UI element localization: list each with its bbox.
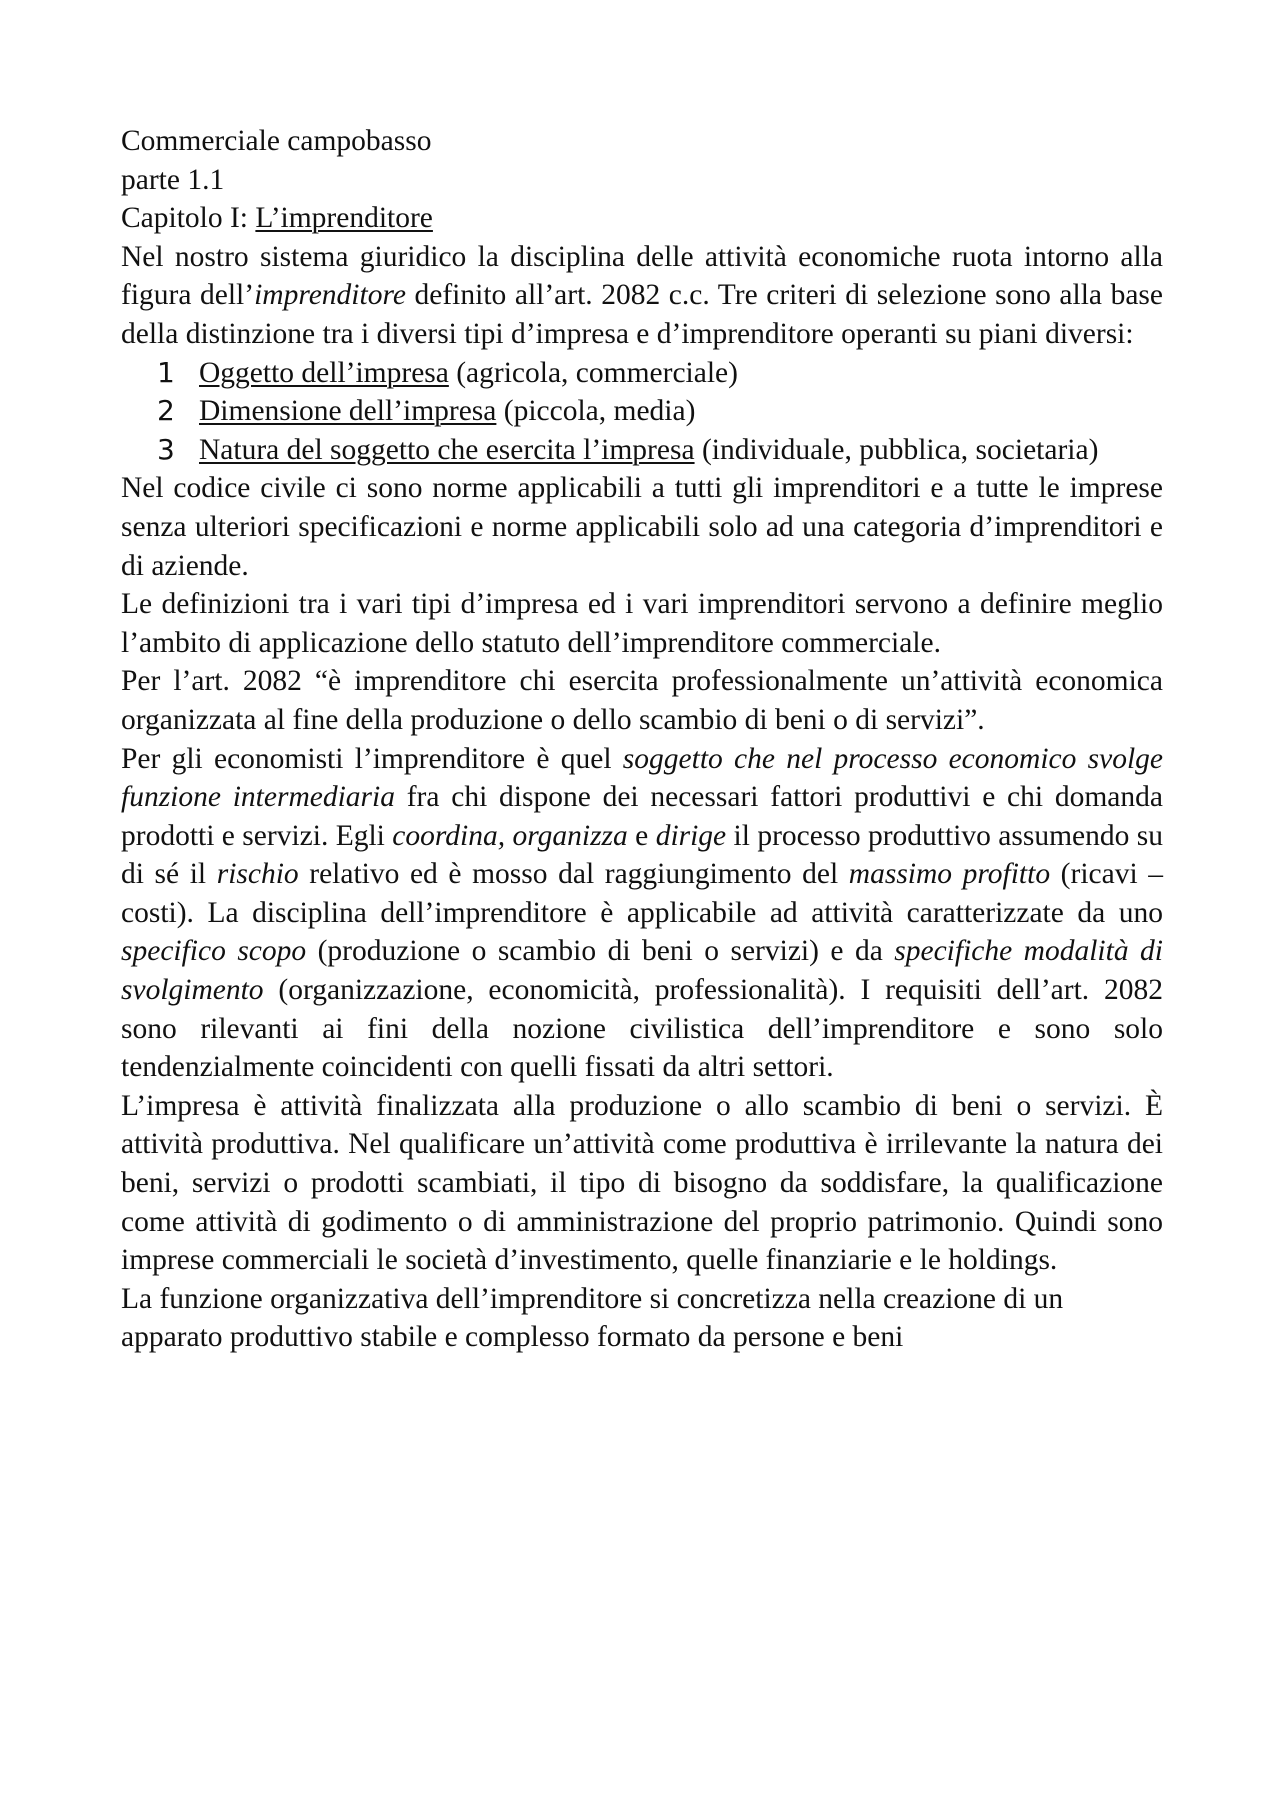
paragraph-intro-text-b: definito all’art. 2082 c.c. Tre criteri di selezione sono alla base della distinzione tra i diversi tipi d’impresa e d’imprenditore operanti su piani diversi: [121, 279, 1163, 350]
chapter-heading [121, 199, 1163, 238]
emphasis: soggetto che nel processo economico svolge funzione intermediaria [121, 742, 1163, 814]
list-item-number: 2 [157, 394, 175, 428]
paragraph-economisti: Per gli economisti l’imprenditore è quel soggetto che nel processo economico svolge funzione intermediaria fra chi dispone dei necessari fattori produttivi e chi domanda prodotti e servizi. Egli coordina, organizza e dirige il processo produttivo assumendo su di sé il rischio relativo ed è mosso dal raggiungimento del massimo profitto (ricavi – costi). La disciplina dell’imprenditore è applicabile ad attività caratterizzate da uno specifico scopo (produzione o scambio di beni o servizi) e da specifiche modalità di svolgimento (organizzazione, economicità, professionalità). I requisiti dell’art. 2082 sono rilevanti ai fini della nozione civilistica dell’imprenditore e sono solo tendenzialmente coincidenti con quelli fissati da altri settori. [121, 742, 1164, 1084]
emphasis: specifiche modalità di svolgimento [121, 935, 1163, 1007]
paragraph-impresa: L’impresa è attività finalizzata alla produzione o allo scambio di beni o servizi. È attività produttiva. Nel qualificare un’attività come produttiva è irrilevante la natura dei beni, servizi o prodotti scambiati, il tipo di bisogno da soddisfare, la qualificazione come attività di godimento o di amministrazione del proprio patrimonio. Quindi sono imprese commerciali le società d’investimento, quelle finanziarie e le holdings. [121, 1089, 1163, 1277]
document-title: Commerciale campobasso [121, 125, 432, 157]
document-part: parte 1.1 [121, 163, 225, 196]
list-item [157, 392, 1163, 431]
list-item-number: 3 [157, 432, 175, 466]
paragraph-intro [121, 238, 1163, 354]
paragraph-definizioni: Le definizioni tra i vari tipi d’impresa ed i vari imprenditori servono a definire meglio l’ambito di applicazione dello statuto dell’imprenditore commerciale. [121, 588, 1163, 659]
paragraph-funzione-organizzativa: La funzione organizzativa dell’imprenditore si concretizza nella creazione di un apparato produttivo stabile e complesso formato da persone e beni [121, 1282, 1064, 1354]
criteria-list [121, 354, 1163, 470]
paragraph-art-2082: Per l’art. 2082 “è imprenditore chi esercita professionalmente un’attività economica organizzata al fine della produzione o dello scambio di beni o di servizi”. [121, 665, 1163, 736]
list-item-detail: (agricola, commerciale) [448, 356, 738, 389]
emphasis: specifico scopo [121, 935, 307, 968]
list-item-label: Oggetto dell’impresa [199, 356, 449, 389]
paragraph-codice-civile: Nel codice civile ci sono norme applicabili a tutti gli imprenditori e a tutte le imprese senza ulteriori specificazioni e norme applicabili solo ad una categoria d’imprenditori e di aziende. [121, 472, 1163, 582]
emphasis: coordina, organizza [392, 819, 628, 852]
list-item [157, 354, 1163, 393]
paragraph-intro-emphasis: imprenditore [254, 279, 406, 312]
document-page [121, 122, 1163, 1357]
emphasis: dirige [655, 819, 727, 852]
list-item-label: Natura del soggetto che esercita l’impresa [199, 433, 695, 466]
list-item-number: 1 [157, 355, 175, 389]
list-item [157, 431, 1163, 470]
list-item-detail: (piccola, media) [496, 395, 696, 428]
list-item-detail: (individuale, pubblica, societaria) [694, 433, 1099, 466]
chapter-prefix: Capitolo I: [121, 202, 256, 235]
paragraph-intro-text-a: Nel nostro sistema giuridico la disciplina delle attività economiche ruota intorno alla figura dell’ [121, 240, 1163, 312]
list-item-label: Dimensione dell’impresa [199, 395, 497, 428]
emphasis: massimo profitto [848, 858, 1051, 891]
chapter-title: L’imprenditore [255, 202, 433, 235]
emphasis: rischio [216, 858, 299, 891]
